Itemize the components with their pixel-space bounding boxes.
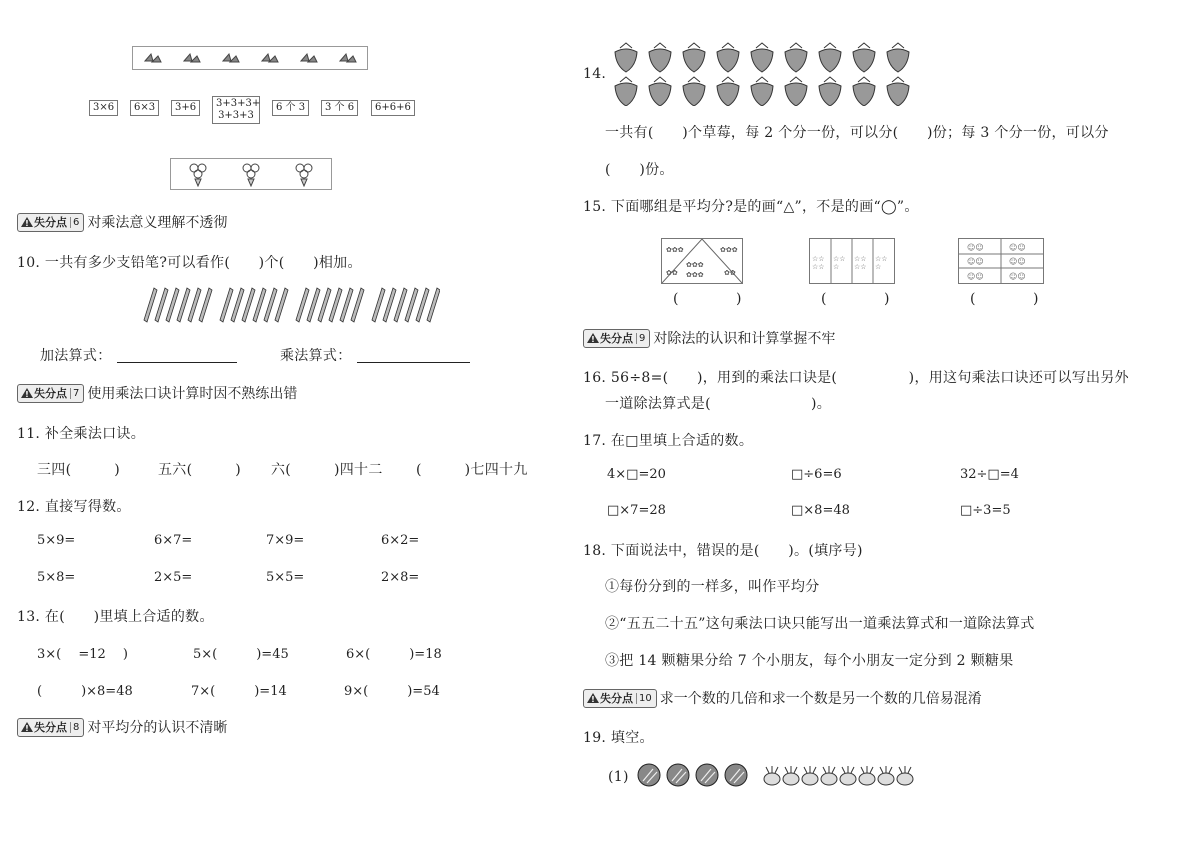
answer-paren-a[interactable]: ( )	[673, 291, 742, 307]
badge-label: 失分点	[34, 387, 67, 400]
q12-item: 6×2=	[381, 533, 420, 548]
addition-formula-blank[interactable]	[117, 362, 237, 363]
strawberry-icon	[819, 43, 841, 72]
expression-box: 6+6+6	[371, 100, 415, 116]
answer-paren-c[interactable]: ( )	[970, 291, 1039, 307]
strawberry-icon	[683, 43, 705, 72]
badge-number: 6	[70, 217, 79, 228]
svg-text:☺☺: ☺☺	[967, 272, 984, 281]
strawberry-icon	[683, 77, 705, 106]
expression-box: 6 个 3	[272, 100, 309, 116]
pencils-illustration	[140, 286, 440, 328]
q11-item: 三四( )	[37, 462, 121, 478]
pencil-icon	[329, 288, 342, 322]
question-16-line2: 一道除法算式是( )。	[605, 396, 832, 412]
pencil-icon	[416, 288, 429, 322]
pencil-icon	[383, 288, 396, 322]
error-point-badge	[17, 384, 84, 403]
badge-number: 10	[636, 693, 652, 704]
cabbage-icon	[696, 764, 718, 786]
question-12: 12. 直接写得数。	[17, 499, 131, 515]
pencil-icon	[340, 288, 353, 322]
svg-text:✿✿✿: ✿✿✿	[666, 246, 684, 254]
division-picture-c	[958, 238, 1044, 284]
pencil-icon	[220, 288, 233, 322]
warning-icon	[20, 387, 34, 399]
badge-label: 失分点	[600, 692, 633, 705]
question-14-number: 14.	[583, 66, 607, 82]
question-16-line1: 16. 56÷8=( )，用到的乘法口诀是( )，用这句乘法口诀还可以写出另外	[583, 370, 1129, 386]
error-point-tag-6	[17, 212, 227, 232]
error-point-tag-7	[17, 383, 297, 403]
error-point-badge	[583, 329, 650, 348]
cabbage-radish-row-icon	[636, 763, 921, 789]
svg-text:☺☺: ☺☺	[1009, 257, 1026, 266]
svg-text:✿✿: ✿✿	[724, 269, 736, 277]
q17-item: □÷3=5	[960, 503, 1011, 518]
addition-formula-label: 加法算式：	[40, 348, 112, 364]
warning-icon	[586, 332, 600, 344]
expression-box: 3×6	[89, 100, 118, 116]
picture-strip-top	[132, 46, 368, 70]
strawberry-icon	[649, 77, 671, 106]
multiplication-formula-blank[interactable]	[357, 362, 470, 363]
strawberry-icon	[785, 77, 807, 106]
pencil-icon	[427, 288, 440, 322]
strawberry-icon	[615, 43, 637, 72]
fish-group-icon	[338, 51, 358, 65]
pencil-icon	[242, 288, 255, 322]
radish-icon	[821, 766, 837, 785]
strawberry-icon	[887, 77, 909, 106]
pencil-icon	[199, 288, 212, 322]
question-13: 13. 在( )里填上合适的数。	[17, 609, 214, 625]
pencil-icon	[394, 288, 407, 322]
strawberry-icon	[717, 77, 739, 106]
pencil-icon	[307, 288, 320, 322]
faces-division-icon	[959, 239, 1043, 283]
radish-icon	[840, 766, 856, 785]
svg-text:☺☺: ☺☺	[1009, 243, 1026, 252]
error-point-tag-10	[583, 688, 982, 708]
q18-option-3: ③把 14 颗糖果分给 7 个小朋友，每个小朋友一定分到 2 颗糖果	[605, 653, 1014, 669]
svg-text:!: !	[25, 219, 29, 228]
strawberry-icon	[717, 43, 739, 72]
question-17: 17. 在□里填上合适的数。	[583, 433, 754, 449]
strawberry-icon	[649, 43, 671, 72]
vegetables-illustration	[636, 763, 921, 793]
expression-box-tall	[212, 96, 260, 124]
pencil-icon	[275, 288, 288, 322]
q12-item: 5×5=	[266, 570, 305, 585]
warning-icon	[586, 692, 600, 704]
error-point-badge	[17, 718, 84, 737]
badge-number: 8	[70, 722, 79, 733]
pencil-icon	[264, 288, 277, 322]
q12-item: 7×9=	[266, 533, 305, 548]
radish-icon	[897, 766, 913, 785]
pencil-icon	[188, 288, 201, 322]
pencil-icon	[155, 288, 168, 322]
svg-text:✿✿✿: ✿✿✿	[686, 271, 704, 279]
q11-item: 五六( )	[158, 462, 242, 478]
tag-text: 对乘法意义理解不透彻	[87, 215, 228, 231]
q17-item: □×7=28	[607, 503, 666, 518]
pencil-icon	[253, 288, 266, 322]
q12-item: 2×8=	[381, 570, 420, 585]
svg-text:✿✿: ✿✿	[666, 269, 678, 277]
error-point-badge	[17, 213, 84, 232]
svg-text:☆☆: ☆☆	[812, 263, 825, 271]
error-point-tag-9	[583, 328, 835, 348]
triangle-division-icon	[662, 239, 742, 283]
badge-label: 失分点	[34, 216, 67, 229]
svg-text:!: !	[591, 695, 595, 704]
fish-group-icon	[260, 51, 280, 65]
svg-text:☺☺: ☺☺	[967, 243, 984, 252]
warning-icon	[20, 216, 34, 228]
q13-item: ( )×8=48	[37, 684, 133, 699]
multiplication-formula-label: 乘法算式：	[280, 348, 352, 364]
error-point-tag-8	[17, 717, 227, 737]
cabbage-icon	[725, 764, 747, 786]
svg-text:!: !	[25, 724, 29, 733]
radish-icon	[802, 766, 818, 785]
expression-box: 6×3	[130, 100, 159, 116]
q13-item: 7×( )=14	[191, 684, 287, 699]
q12-item: 5×8=	[37, 570, 76, 585]
radish-icon	[859, 766, 875, 785]
pencil-icon	[231, 288, 244, 322]
strawberry-icon	[887, 43, 909, 72]
cabbage-icon	[667, 764, 689, 786]
strawberry-icon	[785, 43, 807, 72]
badge-label: 失分点	[600, 332, 633, 345]
svg-text:☆☆: ☆☆	[833, 255, 846, 263]
division-picture-b	[809, 238, 895, 284]
pencil-icon	[144, 288, 157, 322]
svg-text:!: !	[591, 335, 595, 344]
q13-item: 5×( )=45	[193, 647, 289, 662]
tag-text: 对除法的认识和计算掌握不牢	[653, 331, 836, 347]
q19-sub1-label: (1)	[608, 769, 629, 785]
q13-item: 6×( )=18	[346, 647, 442, 662]
svg-text:✿✿✿: ✿✿✿	[686, 261, 704, 269]
q18-option-1: ①每份分到的一样多，叫作平均分	[605, 579, 820, 595]
q17-item: □×8=48	[791, 503, 850, 518]
question-10: 10. 一共有多少支铅笔?可以看作( )个( )相加。	[17, 255, 362, 271]
svg-text:☆: ☆	[875, 263, 882, 271]
svg-text:!: !	[25, 390, 29, 399]
q13-item: 3×( =12 )	[37, 647, 129, 662]
q12-item: 6×7=	[154, 533, 193, 548]
question-18: 18. 下面说法中，错误的是( )。(填序号)	[583, 543, 863, 559]
pencil-groups-icon	[140, 286, 440, 324]
question-14-line1: 一共有( )个草莓，每 2 个分一份，可以分( )份；每 3 个分一份，可以分	[605, 125, 1109, 141]
expression-box: 3+6	[171, 100, 200, 116]
division-picture-a	[661, 238, 743, 284]
q18-option-2: ②“五五二十五”这句乘法口诀只能写出一道乘法算式和一道除法算式	[605, 616, 1035, 632]
q17-item: 4×□=20	[607, 467, 666, 482]
q17-item: 32÷□=4	[960, 467, 1019, 482]
fish-group-icon	[143, 51, 163, 65]
strawberry-icon	[853, 43, 875, 72]
q17-item: □÷6=6	[791, 467, 842, 482]
q13-item: 9×( )=54	[344, 684, 440, 699]
tag-text: 使用乘法口诀计算时因不熟练出错	[87, 386, 298, 402]
pencil-icon	[296, 288, 309, 322]
svg-text:☺☺: ☺☺	[967, 257, 984, 266]
radish-icon	[878, 766, 894, 785]
svg-text:☆☆: ☆☆	[854, 255, 867, 263]
question-11: 11. 补全乘法口诀。	[17, 426, 146, 442]
svg-text:☆☆: ☆☆	[875, 255, 888, 263]
tag-text: 求一个数的几倍和求一个数是另一个数的几倍易混淆	[659, 691, 982, 707]
pencil-icon	[351, 288, 364, 322]
q12-item: 5×9=	[37, 533, 76, 548]
picture-strip-flowers	[170, 158, 332, 190]
question-14-line2: ( )份。	[605, 162, 674, 178]
question-15: 15. 下面哪组是平均分?是的画“△”，不是的画“◯”。	[583, 199, 919, 215]
svg-text:✿✿✿: ✿✿✿	[720, 246, 738, 254]
fish-group-icon	[221, 51, 241, 65]
strawberry-icon	[751, 43, 773, 72]
strawberry-icon	[615, 77, 637, 106]
flower-bunch-icon	[185, 161, 211, 187]
q12-item: 2×5=	[154, 570, 193, 585]
question-19: 19. 填空。	[583, 730, 654, 746]
badge-label: 失分点	[34, 721, 67, 734]
radish-icon	[764, 766, 780, 785]
svg-text:☺☺: ☺☺	[1009, 272, 1026, 281]
pencil-icon	[177, 288, 190, 322]
expression-text: 3+3+3+ 3+3+3	[216, 98, 261, 121]
fish-group-icon	[182, 51, 202, 65]
badge-number: 7	[70, 388, 79, 399]
svg-text:☆☆: ☆☆	[854, 263, 867, 271]
strawberry-icon	[751, 77, 773, 106]
cabbage-icon	[638, 764, 660, 786]
tag-text: 对平均分的认识不清晰	[87, 720, 228, 736]
svg-text:☆☆: ☆☆	[812, 255, 825, 263]
pencil-icon	[372, 288, 385, 322]
flower-bunch-icon	[291, 161, 317, 187]
q11-item: 六( )四十二	[271, 462, 383, 478]
answer-paren-b[interactable]: ( )	[821, 291, 890, 307]
badge-number: 9	[636, 333, 645, 344]
radish-icon	[783, 766, 799, 785]
pencil-icon	[166, 288, 179, 322]
svg-text:☆: ☆	[833, 263, 840, 271]
pencil-icon	[318, 288, 331, 322]
pencil-icon	[405, 288, 418, 322]
strawberries-illustration	[610, 42, 920, 110]
strawberry-grid-icon	[610, 42, 920, 106]
q11-item: ( )七四十九	[416, 462, 528, 478]
flower-bunch-icon	[238, 161, 264, 187]
strawberry-icon	[819, 77, 841, 106]
strawberry-icon	[853, 77, 875, 106]
warning-icon	[20, 721, 34, 733]
stars-division-icon	[810, 239, 894, 283]
expression-box: 3 个 6	[321, 100, 358, 116]
error-point-badge	[583, 689, 657, 708]
fish-group-icon	[299, 51, 319, 65]
